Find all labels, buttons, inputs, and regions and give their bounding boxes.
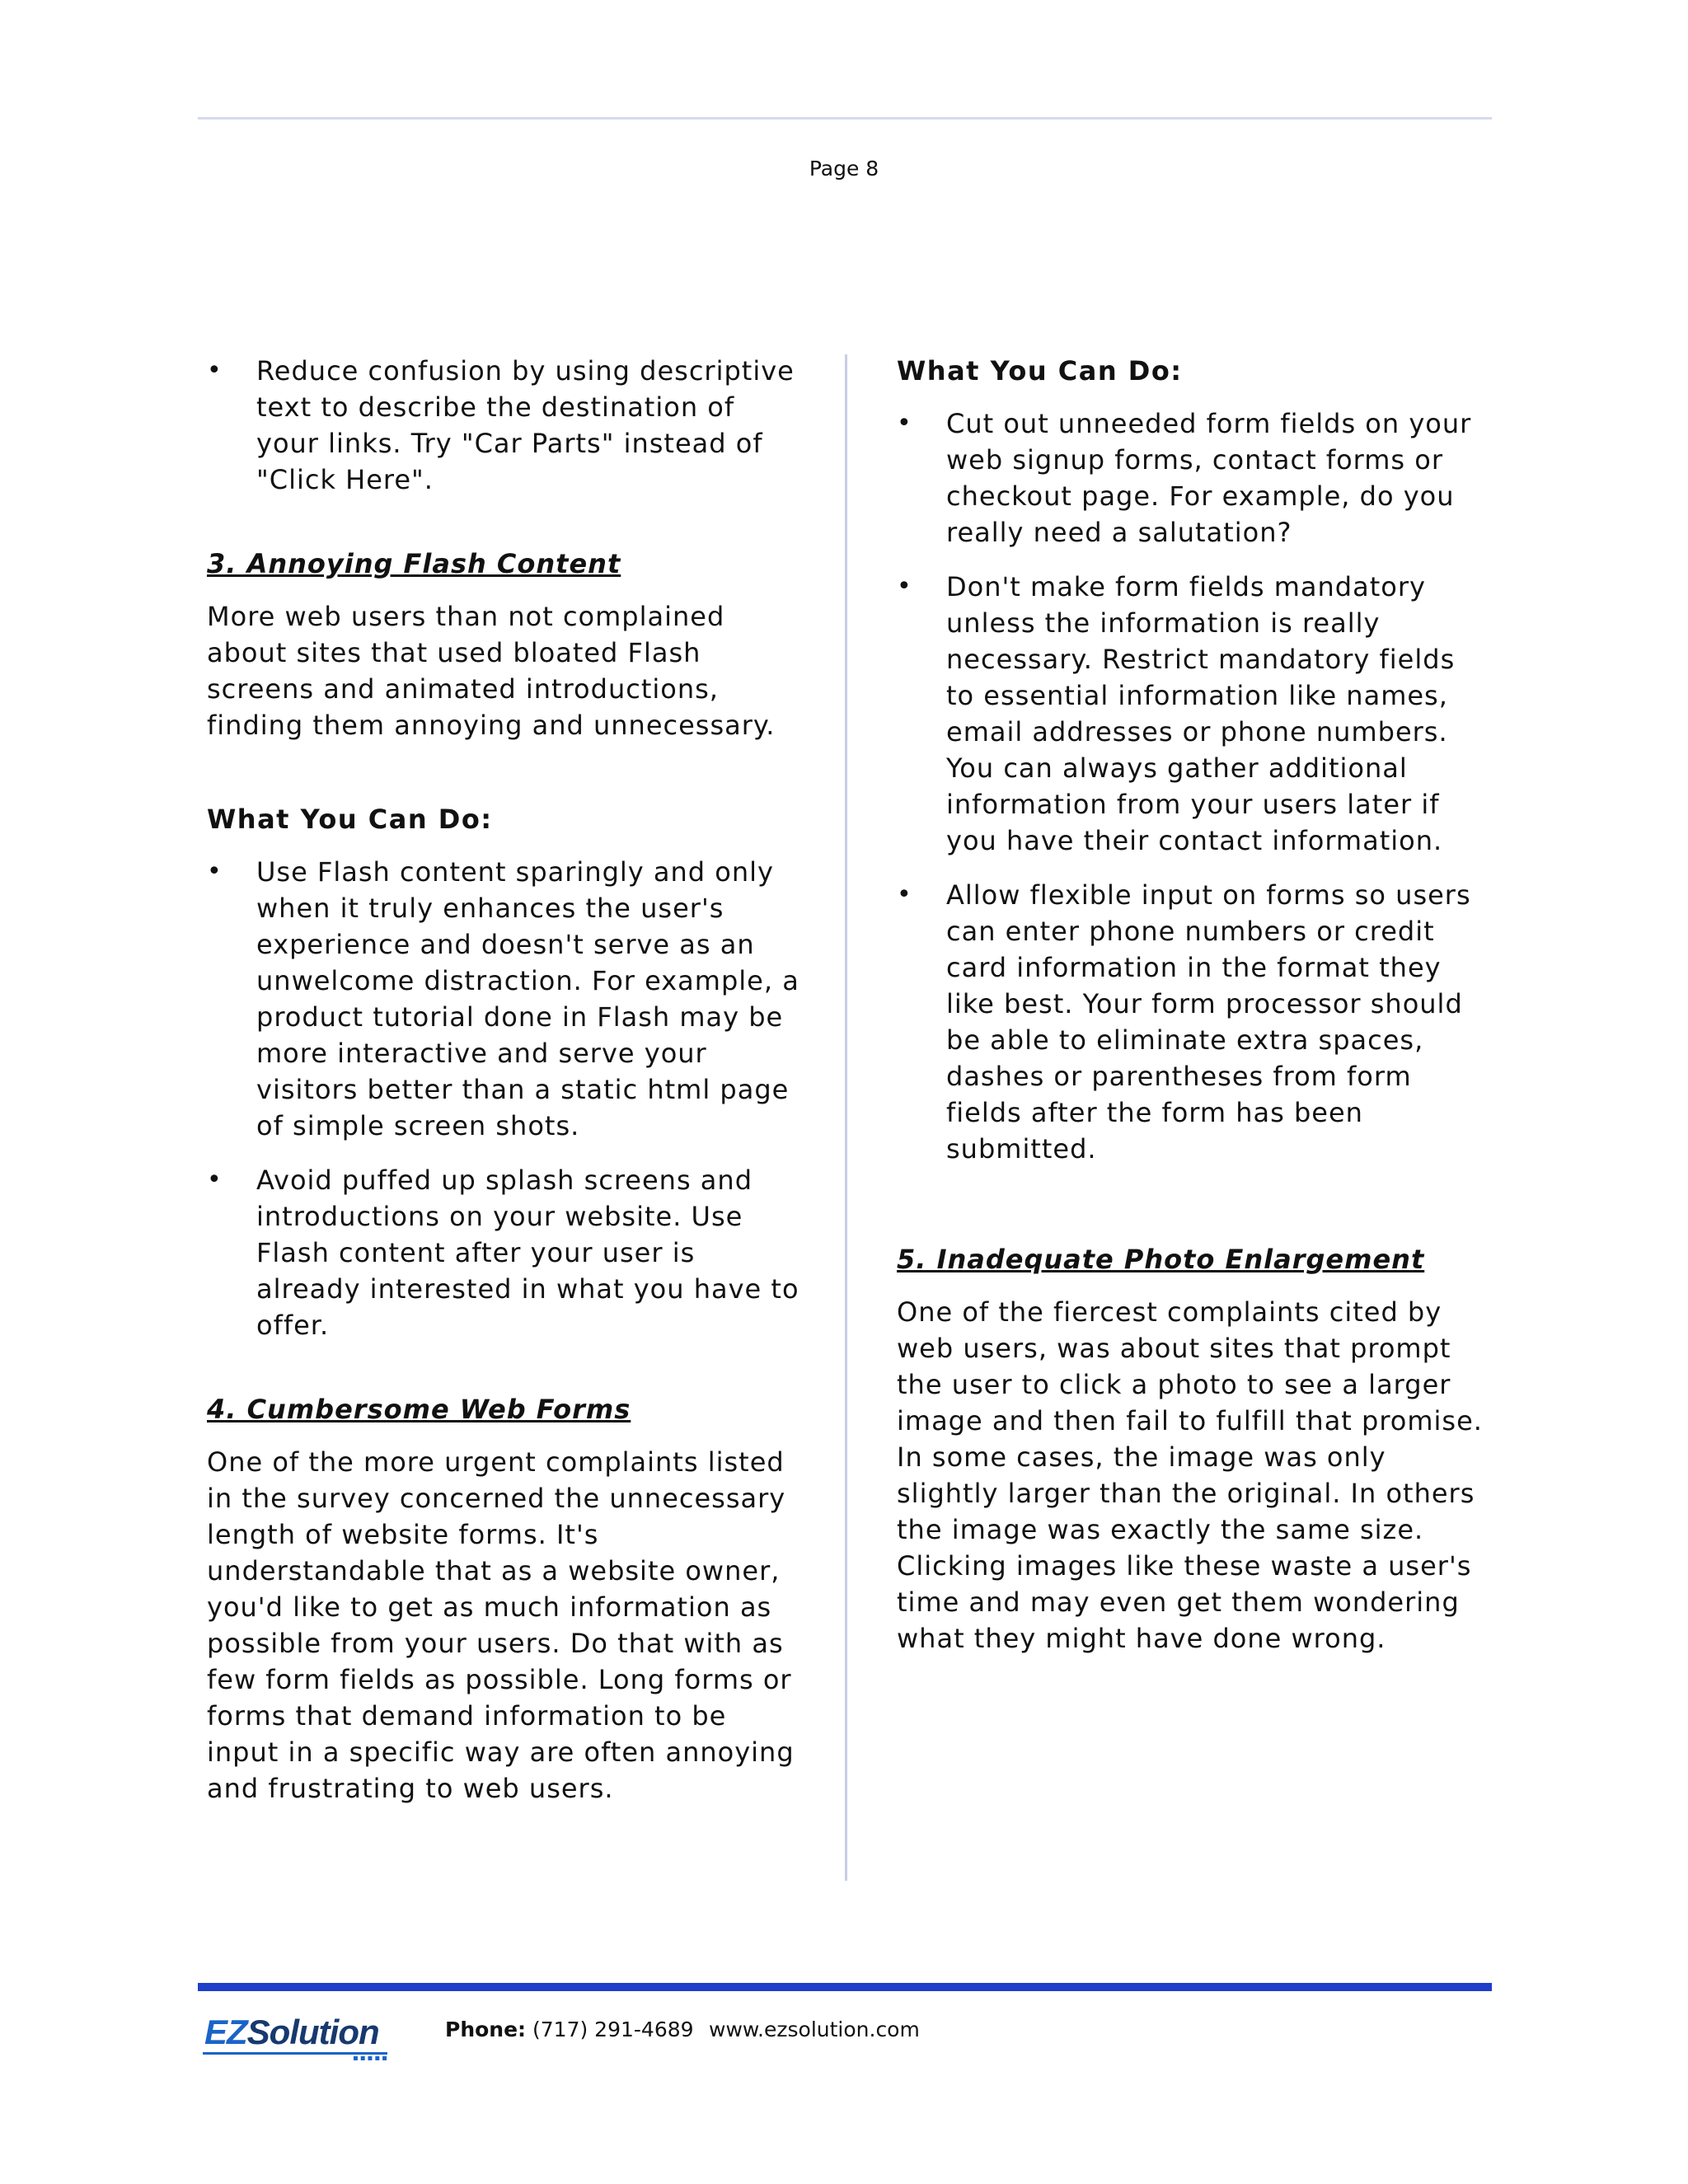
logo-ez-text: EZ: [204, 2013, 247, 2051]
column-divider: [845, 354, 847, 1881]
bullet-icon: •: [207, 1165, 223, 1194]
bullet-icon: •: [897, 880, 912, 909]
section-body-flash: More web users than not complained about sites that used bloated Flash screens and animated introductions, finding them annoying and unnecessary.: [207, 601, 776, 741]
bullet-text: Use Flash content sparingly and only when it truly enhances the user's experience and doesn't serve as an unwelcome distraction. For example, a product tutorial done in Flash may be more interactive and serve your visitors better than a static html page of simple screen shots.: [256, 856, 799, 1141]
footer-phone: [445, 2018, 694, 2041]
forms-bullet-list: [897, 405, 1490, 1167]
footer-rule: [198, 1983, 1492, 1991]
list-item: [897, 405, 1490, 551]
bullet-text: Allow flexible input on forms so users can enter phone numbers or credit card information in the format they like best. Your form processor should be able to eliminate extra spaces, dashes or parentheses from form fields after the form has been submitted.: [946, 879, 1471, 1165]
section-heading-flash: 3. Annoying Flash Content: [207, 548, 621, 579]
footer: [198, 2011, 1492, 2063]
list-item: [207, 1162, 800, 1343]
list-item: [897, 569, 1490, 859]
section-body-photo: One of the fiercest complaints cited by web users, was about sites that prompt the user to click a photo to see a larger image and then fail to fulfill that promise. In some cases, the image was only slightly larger than the original. In others the image was exactly the same size. Clicking images like these waste a user's time and may even get them wondering what they might have done wrong.: [897, 1296, 1483, 1654]
flash-bullet-list: [207, 854, 800, 1343]
bullet-text: Don't make form fields mandatory unless the information is really necessary. Restrict mandatory fields to essential information like names, email addresses or phone numbers. You can always gather additional information from your users later if you have their contact information.: [946, 571, 1456, 856]
list-item: [207, 854, 800, 1144]
subheading-what-you-can-do: What You Can Do:: [897, 355, 1183, 387]
section-heading-photo: 5. Inadequate Photo Enlargement: [897, 1244, 1425, 1275]
section-body-forms: One of the more urgent complaints listed in the survey concerned the unnecessary length of website forms. It's understandable that as a website owner, you'd like to get as much information as possible from your users. Do that with as few form fields as possible. Long forms or forms that demand information to be input in a specific way are often annoying and frustrating to web users.: [207, 1446, 795, 1804]
bullet-text: Reduce confusion by using descriptive text to describe the destination of your links. Try "Car Parts" instead of "Click Here".: [256, 355, 795, 495]
subheading-what-you-can-do: What You Can Do:: [207, 804, 493, 835]
bullet-icon: •: [207, 857, 223, 886]
logo-solution-text: Solution: [246, 2013, 379, 2051]
intro-bullet-list: [207, 353, 800, 498]
section-heading-forms: 4. Cumbersome Web Forms: [207, 1394, 631, 1425]
left-column: [207, 353, 800, 1843]
footer-website-link[interactable]: www.ezsolution.com: [709, 2018, 920, 2041]
list-item: [897, 877, 1490, 1167]
page-number: Page 8: [809, 157, 879, 180]
bullet-icon: •: [897, 409, 912, 438]
right-column: [897, 353, 1490, 1693]
ezsolution-logo: [198, 2011, 396, 2063]
phone-label: Phone:: [445, 2018, 527, 2041]
bullet-text: Cut out unneeded form fields on your web signup forms, contact forms or checkout page. For example, do you really need a salutation?: [946, 408, 1472, 548]
logo-dots-icon: ▪▪▪▪▪: [353, 2054, 389, 2063]
list-item: [207, 353, 800, 498]
bullet-icon: •: [897, 572, 912, 601]
phone-number: (717) 291-4689: [532, 2018, 694, 2041]
bullet-text: Avoid puffed up splash screens and introductions on your website. Use Flash content after your user is already interested in what you have to offer.: [256, 1165, 799, 1341]
header-rule: [198, 117, 1492, 120]
bullet-icon: •: [207, 356, 223, 385]
